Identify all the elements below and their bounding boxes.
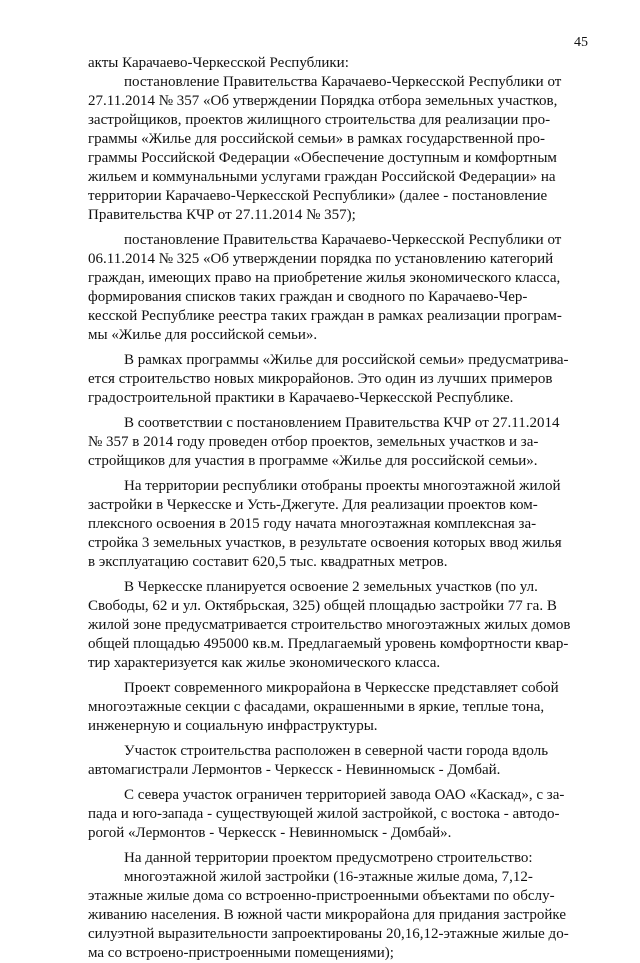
text-line: Правительства КЧР от 27.11.2014 № 357); [88,207,356,223]
text-line: инженерную и социальную инфраструктуры. [88,718,378,734]
text-line: ма со встроено-пристроенными помещениями); [88,945,394,961]
text-line: В соответствии с постановлением Правительства КЧР от 27.11.2014 [124,415,560,431]
page-text [88,54,588,963]
text-line: в эксплуатацию составит 620,5 тыс. квадратных метров. [88,554,448,570]
text-line: акты Карачаево-Черкесской Республики: [88,55,349,71]
text-line: В рамках программы «Жилье для российской семьи» предусматрива- [124,352,569,368]
text-line: автомагистрали Лермонтов - Черкесск - Невинномыск - Домбай. [88,762,501,778]
text-line: стройка 3 земельных участков, в результате освоения которых ввод жилья [88,535,562,551]
text-line: мы «Жилье для российской семьи». [88,327,318,343]
text-line: кесской Республике реестра таких граждан в рамках реализации програм- [88,308,562,324]
text-line: 06.11.2014 № 325 «Об утверждении порядка по установлению категорий [88,251,554,267]
text-line: застройки в Черкесске и Усть-Джегуте. Для реализации проектов ком- [88,497,538,513]
text-line: жильем и коммунальными услугами граждан Российской Федерации» на [88,169,556,185]
text-line: С севера участок ограничен территорией завода ОАО «Каскад», с за- [124,787,565,803]
text-line: живанию населения. В южной части микрорайона для придания застройке [88,907,566,923]
text-line: тир характеризуется как жилье экономического класса. [88,655,441,671]
text-line: постановление Правительства Карачаево-Черкесской Республики от [124,232,562,248]
text-line: силуэтной выразительности запроектированы 20,16,12-этажные жилые до- [88,926,569,942]
text-line: рогой «Лермонтов - Черкесск - Невинномыск - Домбай». [88,825,452,841]
text-line: № 357 в 2014 году проведен отбор проектов, земельных участков и за- [88,434,539,450]
text-line: многоэтажные секции с фасадами, окрашенными в яркие, теплые тона, [88,699,545,715]
text-line: стройщиков для участия в программе «Жилье для российской семьи». [88,453,538,469]
text-line: граммы «Жилье для российской семьи» в рамках государственной про- [88,131,546,147]
text-line: застройщиков, проектов жилищного строительства для реализации про- [88,112,551,128]
text-line: плексного освоения в 2015 году начата многоэтажная комплексная за- [88,516,537,532]
text-line: граммы Российской Федерации «Обеспечение доступным и комфортным [88,150,557,166]
text-line: Свободы, 62 и ул. Октябрьская, 325) общей площадью застройки 77 га. В [88,598,557,614]
text-line: В Черкесске планируется освоение 2 земельных участков (по ул. [124,579,538,595]
page-number: 45 [574,35,588,50]
text-line: жилой зоне предусматривается строительство многоэтажных жилых домов [88,617,571,633]
text-line: этажные жилые дома со встроенно-пристроенными объектами по обслу- [88,888,555,904]
text-line: На данной территории проектом предусмотрено строительство: [124,850,533,866]
text-line: градостроительной практики в Карачаево-Черкесской Республике. [88,390,514,406]
text-line: общей площадью 495000 кв.м. Предлагаемый уровень комфортности квар- [88,636,569,652]
text-line: На территории республики отобраны проекты многоэтажной жилой [124,478,561,494]
text-line: территории Карачаево-Черкесской Республики» (далее - постановление [88,188,548,204]
text-line: формирования списков таких граждан и сводного по Карачаево-Чер- [88,289,528,305]
text-line: Проект современного микрорайона в Черкесске представляет собой [124,680,559,696]
text-line: пада и юго-запада - существующей жилой застройкой, с востока - автодо- [88,806,560,822]
text-line: многоэтажной жилой застройки (16-этажные жилые дома, 7,12- [124,869,533,885]
text-line: Участок строительства расположен в северной части города вдоль [124,743,549,759]
text-line: ется строительство новых микрорайонов. Это один из лучших примеров [88,371,553,387]
text-line: постановление Правительства Карачаево-Черкесской Республики от [124,74,562,90]
text-line: граждан, имеющих право на приобретение жилья экономического класса, [88,270,561,286]
text-line: 27.11.2014 № 357 «Об утверждении Порядка отбора земельных участков, [88,93,558,109]
